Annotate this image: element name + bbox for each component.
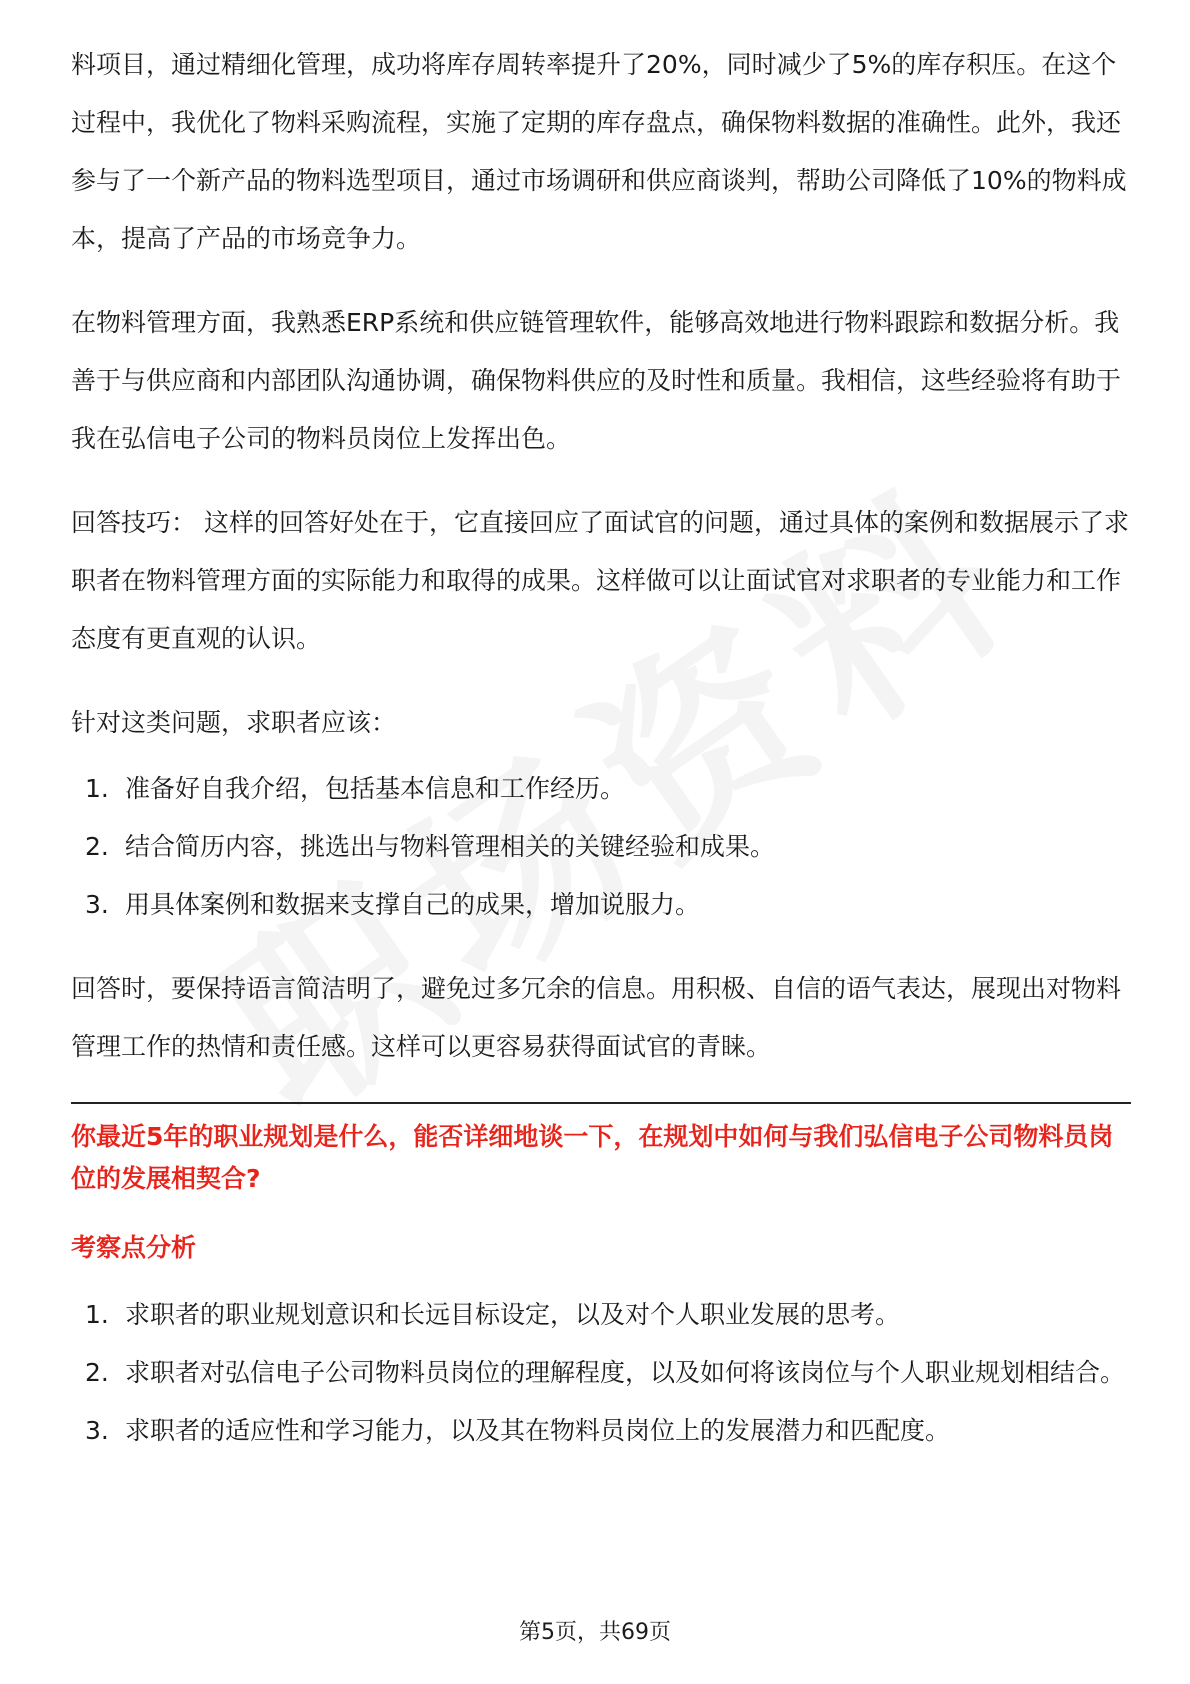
- list-item: [71, 876, 1131, 934]
- list-item: [71, 1402, 1131, 1460]
- list-number: 2.: [85, 832, 109, 861]
- list-item: [71, 818, 1131, 876]
- paragraph-closing: 回答时，要保持语言简洁明了，避免过多冗余的信息。用积极、自信的语气表达，展现出对物料管理工作的热情和责任感。这样可以更容易获得面试官的青睐。: [71, 974, 1122, 1061]
- list-item-text: 求职者的职业规划意识和长远目标设定，以及对个人职业发展的思考。: [125, 1300, 901, 1329]
- list-number: 3.: [85, 1416, 109, 1445]
- section-divider: [71, 1102, 1131, 1104]
- paragraph-intro-list: 针对这类问题，求职者应该：: [71, 708, 397, 737]
- list-number: 2.: [85, 1358, 109, 1387]
- list-number: 1.: [85, 774, 109, 803]
- analysis-list: [71, 1286, 1131, 1460]
- list-item: [71, 1286, 1131, 1344]
- list-item-text: 结合简历内容，挑选出与物料管理相关的关键经验和成果。: [125, 832, 776, 861]
- list-item-text: 求职者对弘信电子公司物料员岗位的理解程度，以及如何将该岗位与个人职业规划相结合。: [125, 1358, 1126, 1387]
- list-item: [71, 760, 1131, 818]
- paragraph-skills: 在物料管理方面，我熟悉ERP系统和供应链管理软件，能够高效地进行物料跟踪和数据分析。我善于与供应商和内部团队沟通协调，确保物料供应的及时性和质量。我相信，这些经验将有助于我在弘信电子公司的物料员岗位上发挥出色。: [71, 308, 1122, 453]
- paragraph-answer-tips: 回答技巧： 这样的回答好处在于，它直接回应了面试官的问题，通过具体的案例和数据展示了求职者在物料管理方面的实际能力和取得的成果。这样做可以让面试官对求职者的专业能力和工作态度有更直观的认识。: [71, 508, 1129, 653]
- list-item-text: 求职者的适应性和学习能力，以及其在物料员岗位上的发展潜力和匹配度。: [125, 1416, 951, 1445]
- list-item-text: 用具体案例和数据来支撑自己的成果，增加说服力。: [125, 890, 701, 919]
- page-content: [71, 36, 1131, 1460]
- list-number: 1.: [85, 1300, 109, 1329]
- interview-question: 你最近5年的职业规划是什么，能否详细地谈一下，在规划中如何与我们弘信电子公司物料员岗位的发展相契合?: [71, 1122, 1114, 1193]
- list-number: 3.: [85, 890, 109, 919]
- advice-list: [71, 760, 1131, 934]
- analysis-heading: 考察点分析: [71, 1233, 197, 1262]
- page-number: 第5页，共69页: [519, 1620, 671, 1645]
- list-item: [71, 1344, 1131, 1402]
- list-item-text: 准备好自我介绍，包括基本信息和工作经历。: [125, 774, 626, 803]
- paragraph-achievements: 料项目，通过精细化管理，成功将库存周转率提升了20%，同时减少了5%的库存积压。在这个过程中，我优化了物料采购流程，实施了定期的库存盘点，确保物料数据的准确性。此外，我还参与了一个新产品的物料选型项目，通过市场调研和供应商谈判，帮助公司降低了10%的物料成本，提高了产品的市场竞争力。: [71, 50, 1127, 253]
